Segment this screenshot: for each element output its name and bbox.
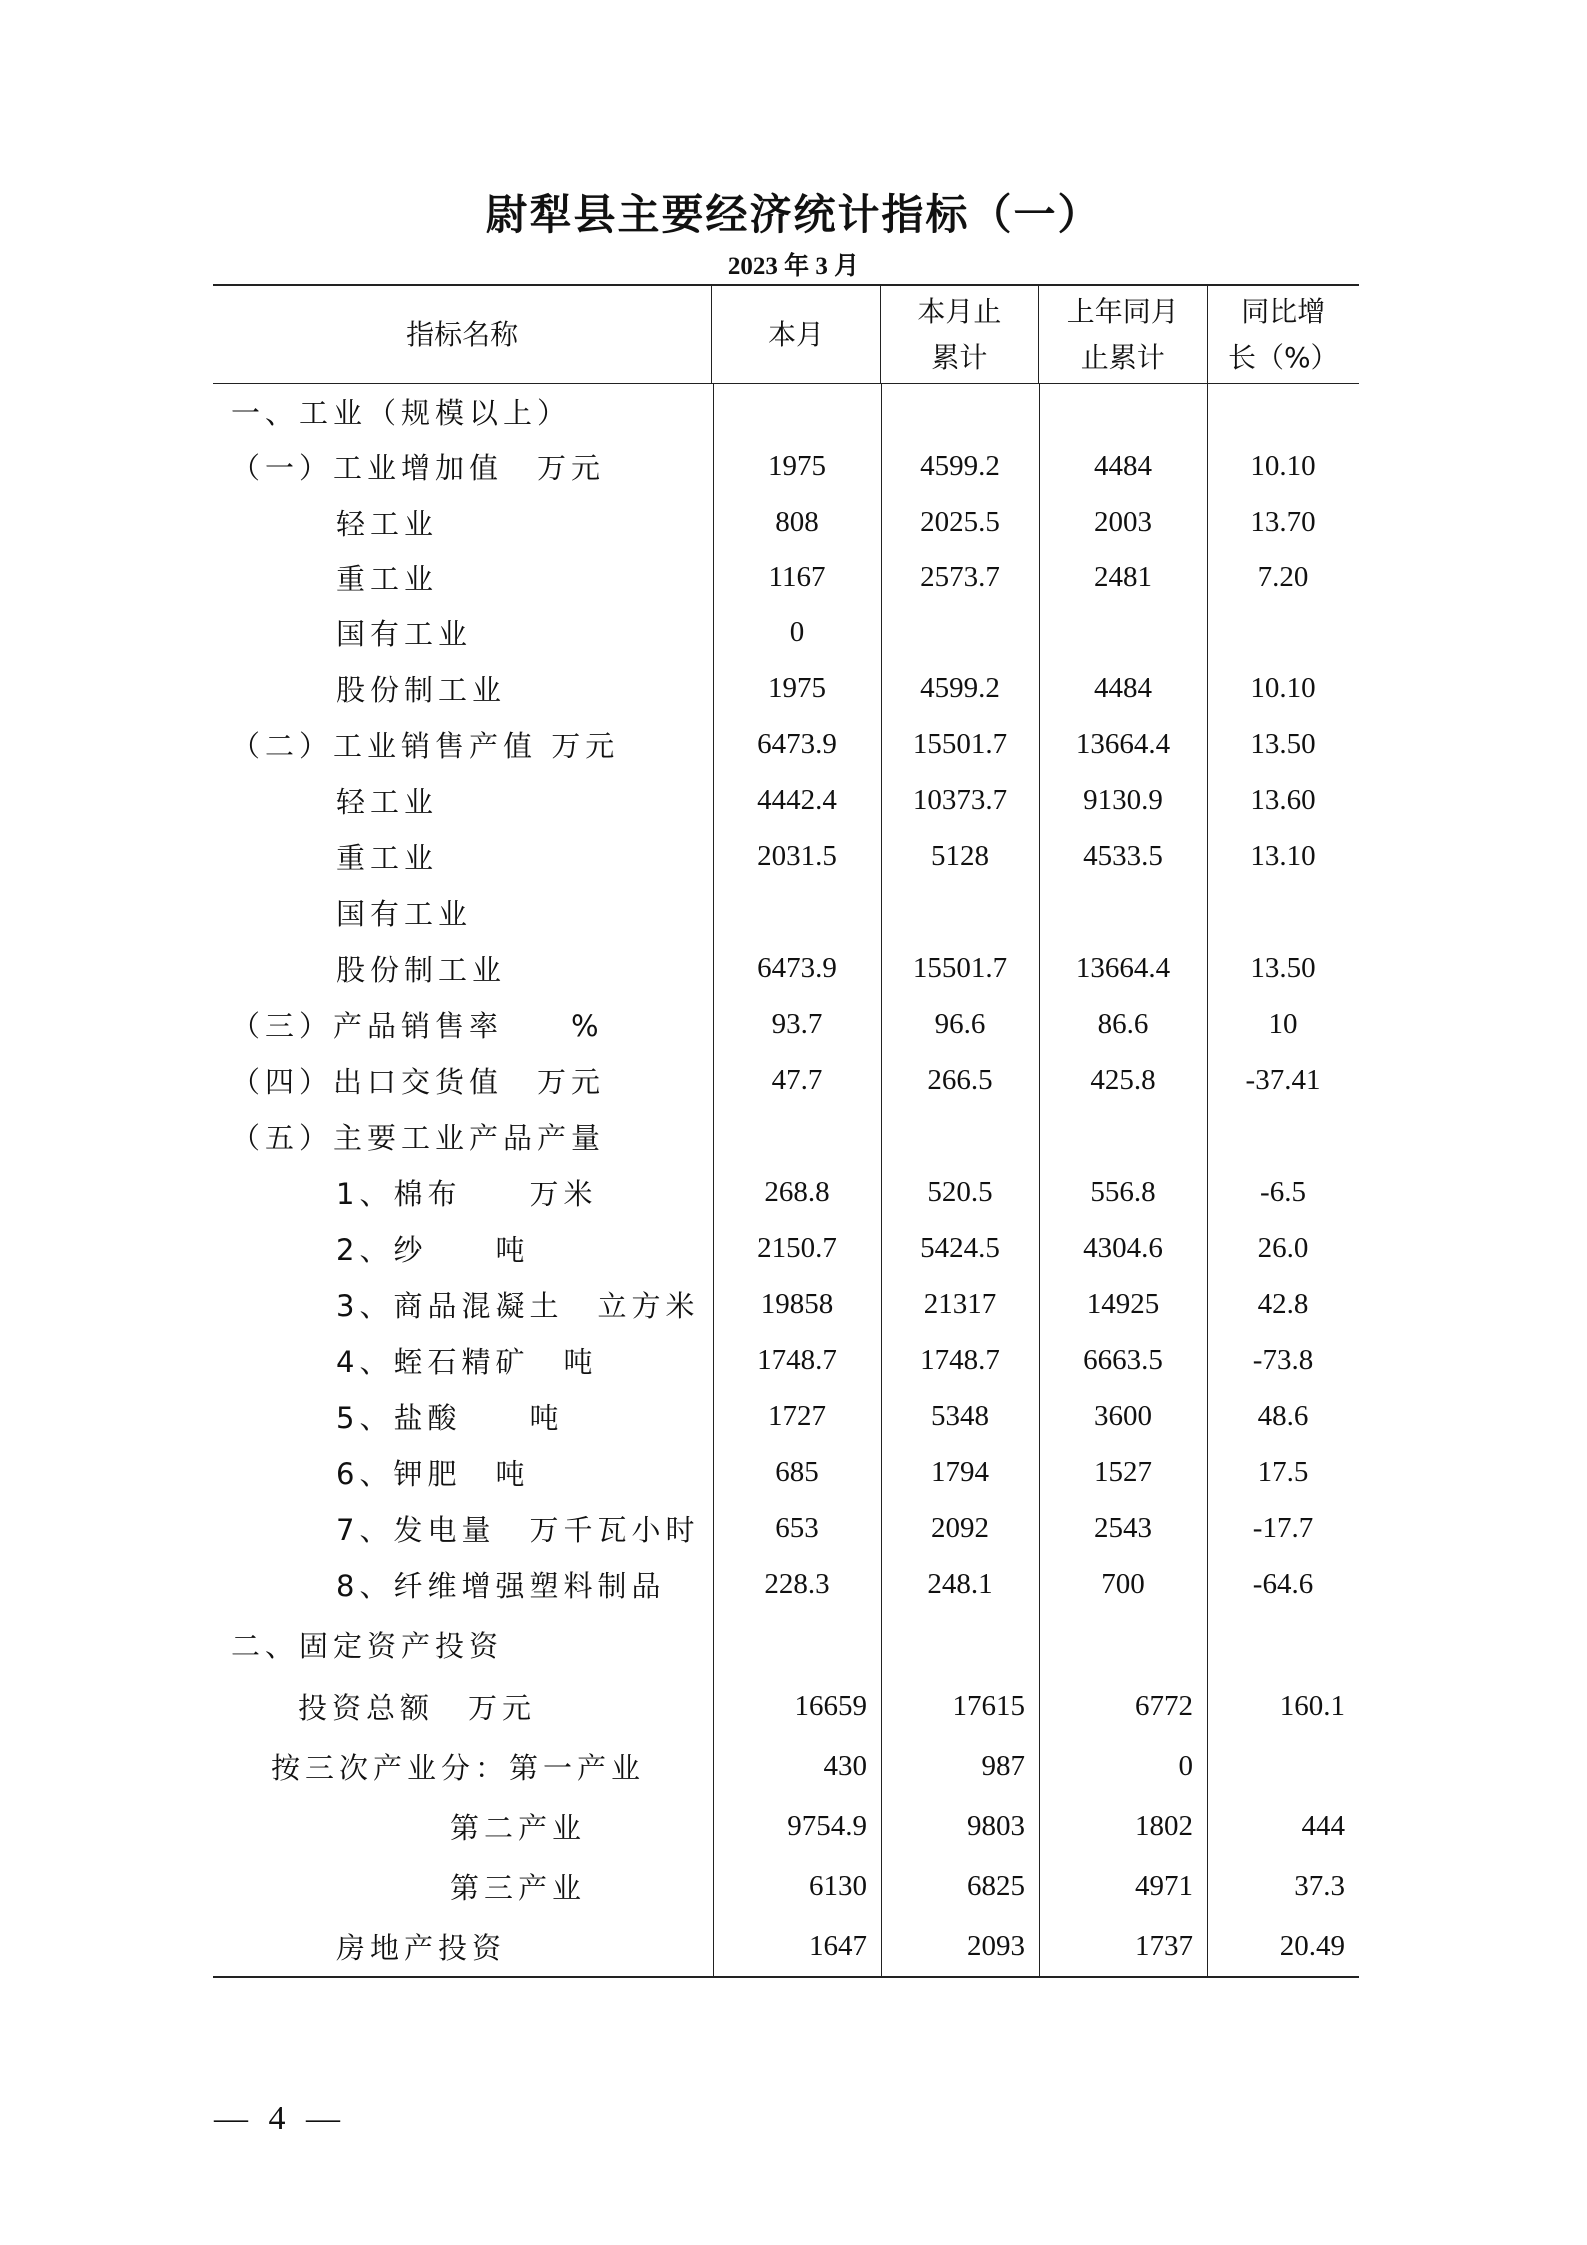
table-row bbox=[213, 1856, 1359, 1916]
table-row bbox=[213, 884, 1359, 940]
value-current: 808 bbox=[775, 505, 819, 538]
value-growth: 26.0 bbox=[1257, 1231, 1309, 1264]
indicator-name: 按三次产业分：第一产业 bbox=[271, 1750, 646, 1785]
value-last-year: 13664.4 bbox=[1075, 951, 1171, 984]
value-last-year: 9130.9 bbox=[1083, 783, 1163, 816]
column-header-cumulative bbox=[880, 286, 1038, 383]
value-cumulative: 520.5 bbox=[927, 1175, 993, 1208]
indicator-name: 2、纱 吨 bbox=[336, 1232, 530, 1267]
column-header-last-year-line1: 上年同月 bbox=[1066, 294, 1179, 328]
page-number: — 4 — bbox=[214, 2100, 346, 2137]
value-growth bbox=[1207, 384, 1359, 438]
value-growth: 7.20 bbox=[1257, 560, 1309, 593]
value-growth: 10.10 bbox=[1250, 671, 1316, 704]
value-current bbox=[713, 384, 881, 438]
value-growth: 48.6 bbox=[1257, 1399, 1309, 1432]
value-growth: 17.5 bbox=[1257, 1455, 1309, 1488]
value-cumulative: 15501.7 bbox=[912, 951, 1008, 984]
column-header-last-year-line2: 止累计 bbox=[1080, 340, 1165, 374]
value-current: 0 bbox=[789, 615, 805, 648]
table-row bbox=[213, 1220, 1359, 1276]
value-cumulative: 15501.7 bbox=[912, 727, 1008, 760]
table-row bbox=[213, 494, 1359, 550]
indicator-name: 4、蛭石精矿 吨 bbox=[336, 1344, 598, 1379]
column-header-growth-line2: 长（%） bbox=[1227, 340, 1339, 374]
value-last-year: 2543 bbox=[1094, 1511, 1152, 1544]
value-cumulative: 2093 bbox=[967, 1929, 1025, 1962]
value-last-year: 1802 bbox=[1135, 1809, 1193, 1842]
value-growth bbox=[1207, 1108, 1359, 1164]
value-growth bbox=[1207, 1612, 1359, 1676]
value-current: 1647 bbox=[809, 1929, 867, 1962]
value-current: 268.8 bbox=[764, 1175, 830, 1208]
value-growth: 37.3 bbox=[1294, 1869, 1345, 1902]
value-current: 1748.7 bbox=[757, 1343, 837, 1376]
indicator-name: （四）出口交货值 万元 bbox=[231, 1064, 606, 1099]
table-row bbox=[213, 660, 1359, 716]
value-current bbox=[713, 884, 881, 940]
indicator-name: 股份制工业 bbox=[336, 672, 507, 707]
table-row bbox=[213, 1164, 1359, 1220]
indicator-name: （五）主要工业产品产量 bbox=[231, 1120, 606, 1155]
value-current bbox=[713, 1612, 881, 1676]
indicator-name: 8、纤维增强塑料制品 bbox=[336, 1568, 666, 1603]
value-cumulative: 1748.7 bbox=[920, 1343, 1000, 1376]
value-last-year: 4484 bbox=[1094, 671, 1152, 704]
value-last-year: 4304.6 bbox=[1083, 1231, 1163, 1264]
value-cumulative: 2573.7 bbox=[920, 560, 1000, 593]
value-last-year: 6772 bbox=[1135, 1689, 1193, 1722]
value-cumulative: 987 bbox=[981, 1749, 1025, 1782]
indicator-name: 房地产投资 bbox=[336, 1930, 507, 1965]
value-cumulative bbox=[881, 1108, 1039, 1164]
value-current: 16659 bbox=[794, 1689, 867, 1722]
value-growth: 13.60 bbox=[1250, 783, 1316, 816]
value-current: 47.7 bbox=[771, 1063, 823, 1096]
value-growth: 13.50 bbox=[1250, 727, 1316, 760]
value-current: 6473.9 bbox=[757, 951, 837, 984]
indicator-name: 轻工业 bbox=[336, 784, 439, 819]
value-last-year: 700 bbox=[1101, 1567, 1145, 1600]
value-last-year: 1527 bbox=[1094, 1455, 1152, 1488]
value-last-year: 86.6 bbox=[1097, 1007, 1149, 1040]
value-last-year bbox=[1039, 1108, 1207, 1164]
value-cumulative bbox=[881, 604, 1039, 660]
table-row bbox=[213, 772, 1359, 828]
value-current: 685 bbox=[775, 1455, 819, 1488]
column-header-current-label: 本月 bbox=[767, 317, 824, 351]
statistics-table bbox=[213, 284, 1359, 1978]
value-growth: -37.41 bbox=[1245, 1063, 1321, 1096]
value-cumulative: 5424.5 bbox=[920, 1231, 1000, 1264]
value-last-year: 1737 bbox=[1135, 1929, 1193, 1962]
indicator-name: 投资总额 万元 bbox=[298, 1690, 537, 1725]
column-header-cumulative-line1: 本月止 bbox=[917, 294, 1002, 328]
indicator-name: （三）产品销售率 % bbox=[231, 1008, 604, 1043]
indicator-name: 6、钾肥 吨 bbox=[336, 1456, 530, 1491]
value-cumulative bbox=[881, 1612, 1039, 1676]
value-cumulative: 6825 bbox=[967, 1869, 1025, 1902]
value-last-year: 556.8 bbox=[1090, 1175, 1156, 1208]
value-cumulative: 2092 bbox=[931, 1511, 989, 1544]
column-header-growth bbox=[1207, 286, 1359, 383]
value-cumulative: 9803 bbox=[967, 1809, 1025, 1842]
indicator-name: 7、发电量 万千瓦小时 bbox=[336, 1512, 700, 1547]
value-current: 19858 bbox=[760, 1287, 834, 1320]
value-cumulative: 17615 bbox=[952, 1689, 1025, 1722]
table-row bbox=[213, 940, 1359, 996]
value-last-year: 4971 bbox=[1135, 1869, 1193, 1902]
value-growth bbox=[1207, 884, 1359, 940]
indicator-name: 一、工业（规模以上） bbox=[231, 395, 572, 430]
table-body bbox=[213, 384, 1359, 1976]
value-cumulative: 2025.5 bbox=[920, 505, 1000, 538]
value-last-year: 13664.4 bbox=[1075, 727, 1171, 760]
table-row bbox=[213, 1796, 1359, 1856]
indicator-name: 国有工业 bbox=[336, 896, 473, 931]
value-last-year: 2481 bbox=[1094, 560, 1152, 593]
value-current: 1975 bbox=[768, 671, 826, 704]
table-row bbox=[213, 828, 1359, 884]
table-row bbox=[213, 550, 1359, 604]
indicator-name: 第二产业 bbox=[450, 1810, 587, 1845]
value-growth: 13.50 bbox=[1250, 951, 1316, 984]
value-last-year: 6663.5 bbox=[1083, 1343, 1163, 1376]
value-growth bbox=[1207, 604, 1359, 660]
value-current: 1727 bbox=[768, 1399, 826, 1432]
indicator-name: 轻工业 bbox=[336, 506, 439, 541]
value-last-year: 0 bbox=[1178, 1749, 1193, 1782]
value-growth: 10 bbox=[1268, 1007, 1298, 1040]
value-current: 2031.5 bbox=[757, 839, 837, 872]
table-header bbox=[213, 286, 1359, 384]
table-row bbox=[213, 1556, 1359, 1612]
indicator-name: 二、固定资产投资 bbox=[231, 1628, 504, 1663]
value-cumulative: 248.1 bbox=[927, 1567, 993, 1600]
indicator-name: （一）工业增加值 万元 bbox=[231, 450, 606, 485]
value-growth: 20.49 bbox=[1279, 1929, 1345, 1962]
value-cumulative: 96.6 bbox=[934, 1007, 986, 1040]
indicator-name: 3、商品混凝土 立方米 bbox=[336, 1288, 700, 1323]
indicator-name: 国有工业 bbox=[336, 616, 473, 651]
value-current bbox=[713, 1108, 881, 1164]
value-growth: -73.8 bbox=[1252, 1343, 1314, 1376]
column-header-current bbox=[711, 286, 879, 383]
value-last-year bbox=[1039, 384, 1207, 438]
value-current: 653 bbox=[775, 1511, 819, 1544]
value-growth bbox=[1207, 1736, 1359, 1796]
value-current: 6473.9 bbox=[757, 727, 837, 760]
column-header-name bbox=[213, 286, 711, 383]
table-row bbox=[213, 1736, 1359, 1796]
value-growth: 13.70 bbox=[1250, 505, 1316, 538]
value-cumulative bbox=[881, 884, 1039, 940]
value-cumulative: 266.5 bbox=[927, 1063, 993, 1096]
value-growth: 160.1 bbox=[1279, 1689, 1345, 1722]
indicator-name: 第三产业 bbox=[450, 1870, 587, 1905]
value-growth: 444 bbox=[1301, 1809, 1345, 1842]
value-cumulative bbox=[881, 384, 1039, 438]
indicator-name: 1、棉布 万米 bbox=[336, 1176, 598, 1211]
value-current: 228.3 bbox=[764, 1567, 830, 1600]
column-header-name-label: 指标名称 bbox=[406, 317, 519, 351]
page-title: 尉犁县主要经济统计指标（一） bbox=[485, 190, 1102, 239]
table-row bbox=[213, 384, 1359, 438]
table-row bbox=[213, 1276, 1359, 1332]
table-row bbox=[213, 1052, 1359, 1108]
value-current: 4442.4 bbox=[757, 783, 837, 816]
value-last-year: 3600 bbox=[1094, 1399, 1152, 1432]
table-row bbox=[213, 996, 1359, 1052]
table-row bbox=[213, 1916, 1359, 1976]
table-row bbox=[213, 438, 1359, 494]
table-row bbox=[213, 1388, 1359, 1444]
value-cumulative: 4599.2 bbox=[920, 449, 1000, 482]
value-last-year bbox=[1039, 604, 1207, 660]
value-last-year bbox=[1039, 884, 1207, 940]
value-last-year: 4484 bbox=[1094, 449, 1152, 482]
indicator-name: 股份制工业 bbox=[336, 952, 507, 987]
table-row bbox=[213, 1332, 1359, 1388]
table-row bbox=[213, 716, 1359, 772]
value-current: 93.7 bbox=[771, 1007, 823, 1040]
value-growth: 13.10 bbox=[1250, 839, 1316, 872]
value-current: 2150.7 bbox=[757, 1231, 837, 1264]
table-row bbox=[213, 1612, 1359, 1676]
value-current: 430 bbox=[823, 1749, 867, 1782]
value-current: 6130 bbox=[809, 1869, 867, 1902]
value-current: 1975 bbox=[768, 449, 826, 482]
value-cumulative: 4599.2 bbox=[920, 671, 1000, 704]
value-growth: 42.8 bbox=[1257, 1287, 1309, 1320]
column-header-cumulative-line2: 累计 bbox=[931, 340, 988, 374]
value-growth: 10.10 bbox=[1250, 449, 1316, 482]
value-growth: -64.6 bbox=[1252, 1567, 1314, 1600]
column-header-last-year bbox=[1038, 286, 1206, 383]
value-last-year: 4533.5 bbox=[1083, 839, 1163, 872]
column-header-growth-line1: 同比增 bbox=[1241, 294, 1326, 328]
value-growth: -6.5 bbox=[1260, 1175, 1306, 1208]
value-cumulative: 10373.7 bbox=[912, 783, 1008, 816]
value-last-year: 425.8 bbox=[1090, 1063, 1156, 1096]
value-last-year: 2003 bbox=[1094, 505, 1152, 538]
table-row bbox=[213, 604, 1359, 660]
value-current: 9754.9 bbox=[787, 1809, 867, 1842]
page-subtitle: 2023 年 3 月 bbox=[727, 253, 860, 280]
value-cumulative: 21317 bbox=[923, 1287, 997, 1320]
table-row bbox=[213, 1108, 1359, 1164]
indicator-name: 5、盐酸 吨 bbox=[336, 1400, 564, 1435]
table-row bbox=[213, 1500, 1359, 1556]
value-current: 1167 bbox=[768, 560, 826, 593]
indicator-name: 重工业 bbox=[336, 840, 439, 875]
value-cumulative: 5128 bbox=[931, 839, 989, 872]
value-cumulative: 1794 bbox=[931, 1455, 989, 1488]
table-row bbox=[213, 1676, 1359, 1736]
value-cumulative: 5348 bbox=[931, 1399, 989, 1432]
table-row bbox=[213, 1444, 1359, 1500]
indicator-name: （二）工业销售产值 万元 bbox=[231, 728, 620, 763]
value-growth: -17.7 bbox=[1252, 1511, 1314, 1544]
value-last-year: 14925 bbox=[1086, 1287, 1160, 1320]
value-last-year bbox=[1039, 1612, 1207, 1676]
indicator-name: 重工业 bbox=[336, 561, 439, 596]
